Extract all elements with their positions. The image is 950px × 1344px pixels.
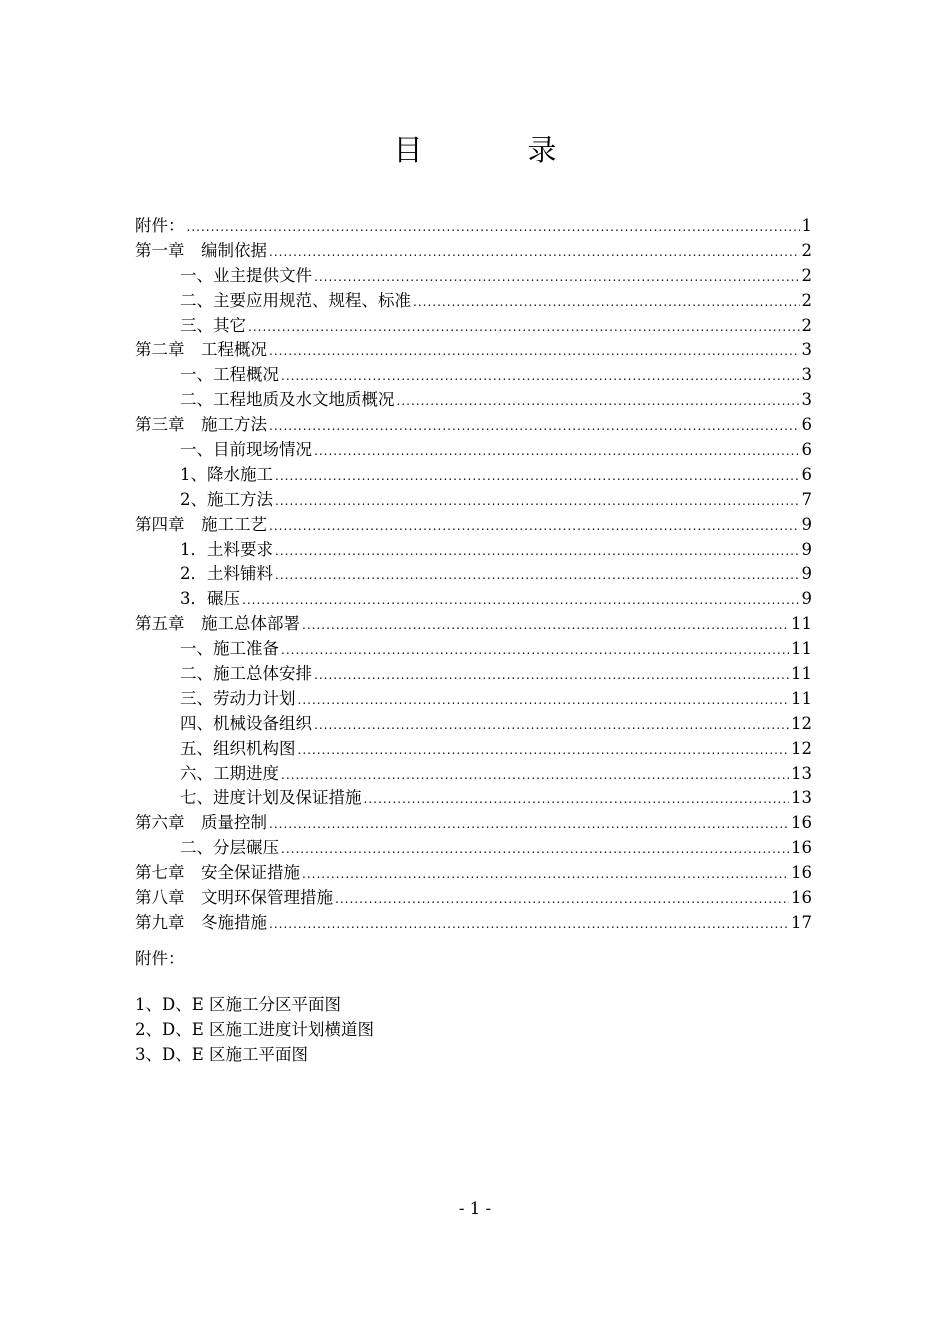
toc-leader-dots	[269, 812, 789, 837]
toc-entry[interactable]	[135, 264, 812, 289]
toc-entry-label: 第三章 施工方法	[135, 415, 267, 435]
toc-entry-page: 17	[791, 912, 812, 932]
toc-entry-label: 2、施工方法	[180, 489, 273, 509]
toc-entry-label: 3．碾压	[180, 589, 240, 609]
toc-leader-dots	[397, 389, 800, 414]
toc-leader-dots	[314, 439, 800, 464]
toc-leader-dots	[269, 414, 800, 439]
attachments-title: 附件：	[135, 949, 185, 968]
toc-leader-dots	[269, 912, 789, 937]
toc-entry[interactable]	[135, 662, 812, 687]
toc-leader-dots	[298, 688, 790, 713]
toc-entry[interactable]	[135, 289, 812, 314]
toc-entry[interactable]	[135, 911, 812, 936]
toc-entry[interactable]	[135, 861, 812, 886]
page-number: - 1 -	[458, 1199, 492, 1218]
toc-entry-page: 1	[801, 216, 812, 235]
toc-leader-dots	[314, 713, 789, 738]
toc-leader-dots	[364, 787, 790, 812]
toc-entry-label: 2．土料铺料	[180, 564, 273, 584]
toc-entry-label: 三、其它	[180, 315, 246, 335]
toc-entry[interactable]	[135, 612, 812, 637]
toc-entry[interactable]	[135, 513, 812, 538]
toc-leader-dots	[275, 489, 800, 514]
toc-entry-label: 第七章 安全保证措施	[135, 863, 300, 883]
toc-entry-page: 11	[791, 614, 812, 634]
toc-entry-label: 二、施工总体安排	[180, 664, 312, 684]
toc-entry[interactable]	[135, 712, 812, 737]
toc-entry-page: 6	[801, 415, 812, 435]
page-title: 目 录	[393, 133, 595, 167]
toc-entry[interactable]	[135, 239, 812, 264]
toc-entry[interactable]	[135, 637, 812, 662]
toc-leader-dots	[275, 464, 800, 489]
toc-entry[interactable]	[135, 762, 812, 787]
toc-leader-dots	[275, 539, 800, 564]
toc-entry-label: 四、机械设备组织	[180, 713, 312, 733]
toc-leader-dots	[275, 563, 800, 588]
toc-entry-label: 第六章 质量控制	[135, 813, 267, 833]
toc-leader-dots	[281, 638, 789, 663]
toc-leader-dots	[302, 613, 789, 638]
toc-entry-label: 二、分层碾压	[180, 838, 279, 858]
toc-entry-page: 16	[791, 813, 812, 833]
toc-entry[interactable]	[135, 363, 812, 388]
toc-entry-label: 五、组织机构图	[180, 738, 296, 758]
toc-entry-label: 一、业主提供文件	[180, 265, 312, 285]
toc-leader-dots	[248, 315, 800, 340]
toc-entry-label: 一、施工准备	[180, 639, 279, 659]
toc-entry-page: 2	[801, 240, 812, 260]
toc-entry-page: 9	[801, 514, 812, 534]
toc-entry-page: 2	[801, 290, 812, 310]
toc-entry[interactable]	[135, 413, 812, 438]
toc-entry-label: 二、工程地质及水文地质概况	[180, 390, 395, 410]
toc-entry[interactable]	[135, 388, 812, 413]
toc-entry-page: 11	[791, 688, 812, 708]
toc-leader-dots	[314, 265, 800, 290]
toc-entry-page: 3	[801, 340, 812, 360]
toc-entry-page: 6	[801, 464, 812, 484]
toc-entry[interactable]	[135, 438, 812, 463]
toc-leader-dots	[335, 887, 789, 912]
toc-entry-label: 第八章 文明环保管理措施	[135, 888, 333, 908]
toc-entry-page: 13	[791, 763, 812, 783]
toc-entry-page: 16	[791, 863, 812, 883]
toc-leader-dots	[302, 862, 789, 887]
toc-leader-dots	[281, 763, 789, 788]
toc-entry[interactable]	[135, 836, 812, 861]
toc-entry-page: 11	[791, 639, 812, 659]
toc-entry-page: 6	[801, 440, 812, 460]
toc-entry[interactable]	[135, 886, 812, 911]
toc-entry-page: 3	[801, 390, 812, 410]
toc-entry-page: 7	[801, 489, 812, 509]
toc-entry-page: 3	[801, 365, 812, 385]
attachment-item: 2、D、E 区施工进度计划横道图	[135, 1020, 375, 1039]
toc-entry[interactable]	[135, 214, 812, 239]
toc-entry-page: 16	[791, 888, 812, 908]
toc-entry-label: 第九章 冬施措施	[135, 912, 267, 932]
toc-entry-label: 二、主要应用规范、规程、标准	[180, 290, 411, 310]
toc-leader-dots	[269, 240, 800, 265]
toc-entry-page: 9	[801, 539, 812, 559]
toc-entry-label: 第四章 施工工艺	[135, 514, 267, 534]
toc-leader-dots	[413, 290, 800, 315]
toc-entry-page: 11	[791, 664, 812, 684]
toc-entry-label: 六、工期进度	[180, 763, 279, 783]
toc-entry[interactable]	[135, 562, 812, 587]
toc-entry-page: 9	[801, 589, 812, 609]
toc-entry[interactable]	[135, 811, 812, 836]
toc-entry-label: 第一章 编制依据	[135, 240, 267, 260]
toc-entry[interactable]	[135, 687, 812, 712]
toc-leader-dots	[242, 588, 800, 613]
toc-leader-dots	[187, 215, 800, 240]
toc-entry-label: 1．土料要求	[180, 539, 273, 559]
toc-leader-dots	[281, 364, 800, 389]
toc-leader-dots	[269, 339, 800, 364]
toc-entry[interactable]	[135, 488, 812, 513]
toc-entry[interactable]	[135, 338, 812, 363]
toc-entry-label: 1、降水施工	[180, 464, 273, 484]
toc-entry-label: 第五章 施工总体部署	[135, 614, 300, 634]
table-of-contents	[135, 214, 812, 936]
toc-entry[interactable]	[135, 737, 812, 762]
attachment-item: 3、D、E 区施工平面图	[135, 1045, 309, 1064]
toc-entry-page: 12	[791, 713, 812, 733]
toc-entry[interactable]	[135, 587, 812, 612]
toc-entry-page: 2	[801, 265, 812, 285]
toc-entry-label: 三、劳动力计划	[180, 688, 296, 708]
toc-entry-page: 16	[791, 838, 812, 858]
toc-leader-dots	[269, 514, 800, 539]
toc-leader-dots	[281, 837, 789, 862]
toc-entry[interactable]	[135, 314, 812, 339]
toc-entry-page: 9	[801, 564, 812, 584]
toc-entry-page: 12	[791, 738, 812, 758]
toc-entry-label: 七、进度计划及保证措施	[180, 788, 362, 808]
attachments-list	[135, 992, 374, 1067]
toc-entry-label: 一、目前现场情况	[180, 440, 312, 460]
toc-entry-label: 附件：	[135, 216, 185, 235]
attachment-item: 1、D、E 区施工分区平面图	[135, 995, 342, 1014]
toc-entry[interactable]	[135, 786, 812, 811]
toc-leader-dots	[314, 663, 789, 688]
toc-entry-label: 一、工程概况	[180, 365, 279, 385]
toc-entry-page: 13	[791, 788, 812, 808]
toc-leader-dots	[298, 738, 790, 763]
toc-entry[interactable]	[135, 538, 812, 563]
toc-entry-page: 2	[801, 315, 812, 335]
toc-entry[interactable]	[135, 463, 812, 488]
toc-entry-label: 第二章 工程概况	[135, 340, 267, 360]
